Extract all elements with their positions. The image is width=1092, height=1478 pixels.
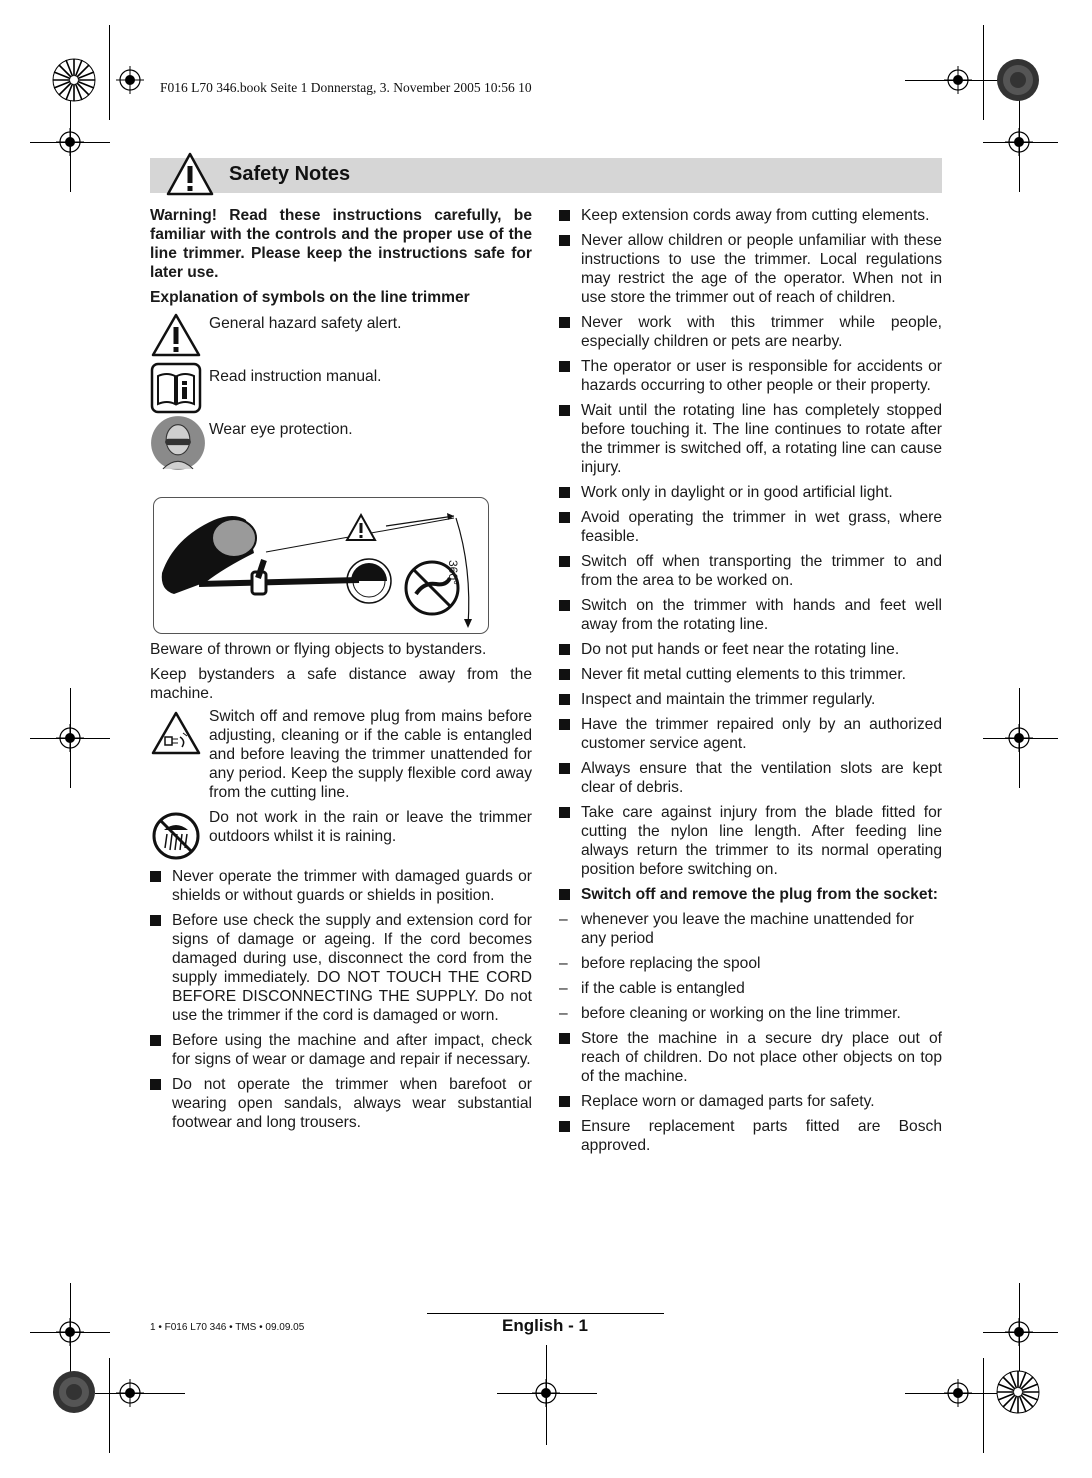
list-item: Keep extension cords away from cutting elements. [559,206,942,225]
list-item: Store the machine in a secure dry place out of reach of children. Do not place other objects on top of the machine. [559,1029,942,1086]
intro-warning: Warning! Read these instructions carefully, be familiar with the controls and the proper use of the line trimmer. Please keep the instructions safe for later use. [150,207,532,281]
symbol-text: Wear eye protection. [209,421,353,438]
list-item: Before use check the supply and extension cord for signs of damage or ageing. If the cord becomes damaged during use, disconnect the cord from the supply immediately. DO NOT TOUCH THE CORD BEFORE DISCONNECTING THE SUPPLY. Do not use the trimmer if the cord is damaged or worn. [150,911,532,1025]
right-column [559,206,942,1155]
star-target-icon [52,58,96,102]
registration-target-icon [56,1318,84,1346]
thrown-objects-note: Beware of thrown or flying objects to bystanders. [150,641,487,658]
manual-icon [150,362,202,414]
page-title: Safety Notes [229,163,351,185]
trimmer-illustration [154,498,488,633]
footer-code: 1 • F016 L70 346 • TMS • 09.09.05 [150,1322,305,1333]
right-bullet-list [559,206,942,904]
symbol-text: General hazard safety alert. [209,315,402,332]
symbol-row [150,362,532,415]
thrown-objects-diagram [153,497,489,634]
right-bullet-list-2 [559,1029,942,1155]
symbol-row [150,309,532,362]
symbol-row [150,415,532,473]
symbol-row [150,707,532,802]
list-item: Avoid operating the trimmer in wet grass, where feasible. [559,508,942,546]
registration-target-icon [1005,1318,1033,1346]
registration-target-icon [56,724,84,752]
registration-target-icon [944,1379,972,1407]
eye-protection-icon [150,415,206,471]
list-item: Before using the machine and after impact, check for signs of wear or damage and repair if necessary. [150,1031,532,1069]
dash-item: – before cleaning or working on the line trimmer. [559,1005,901,1022]
star-target-icon [52,1370,96,1414]
keep-distance-note: Keep bystanders a safe distance away from the machine. [150,666,532,702]
dash-item: – before replacing the spool [559,955,761,972]
list-item: Wait until the rotating line has completely stopped before touching it. The line continues to rotate after the trimmer is switched off, a rotating line can cause injury. [559,401,942,477]
left-bullet-list [150,867,532,1132]
file-info-header: F016 L70 346.book Seite 1 Donnerstag, 3. November 2005 10:56 10 [160,80,532,95]
left-column [150,206,532,1132]
symbol-text: Switch off and remove plug from mains before adjusting, cleaning or if the cable is entangled and before leaving the trimmer unattended for any period. Keep the supply flexible cord away from the cutting line. [209,708,532,801]
list-item: Take care against injury from the blade fitted for cutting the nylon line length. After feeding line always return the trimmer to its normal operating position before switching on. [559,803,942,879]
star-target-icon [996,58,1040,102]
list-item: Switch on the trimmer with hands and feet well away from the rotating line. [559,596,942,634]
symbol-row [150,808,532,861]
dash-item: – if the cable is entangled [559,980,745,997]
list-item: Have the trimmer repaired only by an authorized customer service agent. [559,715,942,753]
registration-target-icon [532,1379,560,1407]
rotation-degree-label: 360° [446,560,460,585]
warning-triangle-icon [165,151,215,197]
list-item: Never fit metal cutting elements to this trimmer. [559,665,942,684]
list-item: The operator or user is responsible for accidents or hazards occurring to other people or their property. [559,357,942,395]
list-item: Work only in daylight or in good artificial light. [559,483,942,502]
list-item: Always ensure that the ventilation slots are kept clear of debris. [559,759,942,797]
list-item: Never allow children or people unfamiliar with these instructions to use the trimmer. Local regulations may restrict the age of the operator. When not in use store the trimmer out of reach of children. [559,231,942,307]
registration-target-icon [944,66,972,94]
list-item: Replace worn or damaged parts for safety. [559,1092,942,1111]
list-item: Never operate the trimmer with damaged guards or shields or without guards or shields in position. [150,867,532,905]
list-item: Never work with this trimmer while people, especially children or pets are nearby. [559,313,942,351]
list-item: Switch off when transporting the trimmer to and from the area to be worked on. [559,552,942,590]
footer-rule [427,1313,664,1314]
registration-target-icon [116,66,144,94]
registration-target-icon [56,128,84,156]
symbol-text: Read instruction manual. [209,368,382,385]
registration-target-icon [116,1379,144,1407]
warning-triangle-icon [150,309,202,361]
registration-target-icon [1005,128,1033,156]
symbol-text: Do not work in the rain or leave the trimmer outdoors whilst it is raining. [209,809,532,845]
unplug-icon [150,707,202,759]
list-item: Do not operate the trimmer when barefoot or wearing open sandals, always wear substantial footwear and long trousers. [150,1075,532,1132]
star-target-icon [996,1370,1040,1414]
list-item: Inspect and maintain the trimmer regularly. [559,690,942,709]
symbols-heading: Explanation of symbols on the line trimmer [150,289,470,306]
list-item: Ensure replacement parts fitted are Bosch approved. [559,1117,942,1155]
registration-target-icon [1005,724,1033,752]
dash-item: – whenever you leave the machine unattended for any period [559,911,914,947]
no-rain-icon [150,810,202,862]
page-label: English - 1 [502,1316,588,1335]
dash-list [559,910,942,1023]
switch-off-heading: Switch off and remove the plug from the socket: [559,885,942,904]
list-item: Do not put hands or feet near the rotating line. [559,640,942,659]
